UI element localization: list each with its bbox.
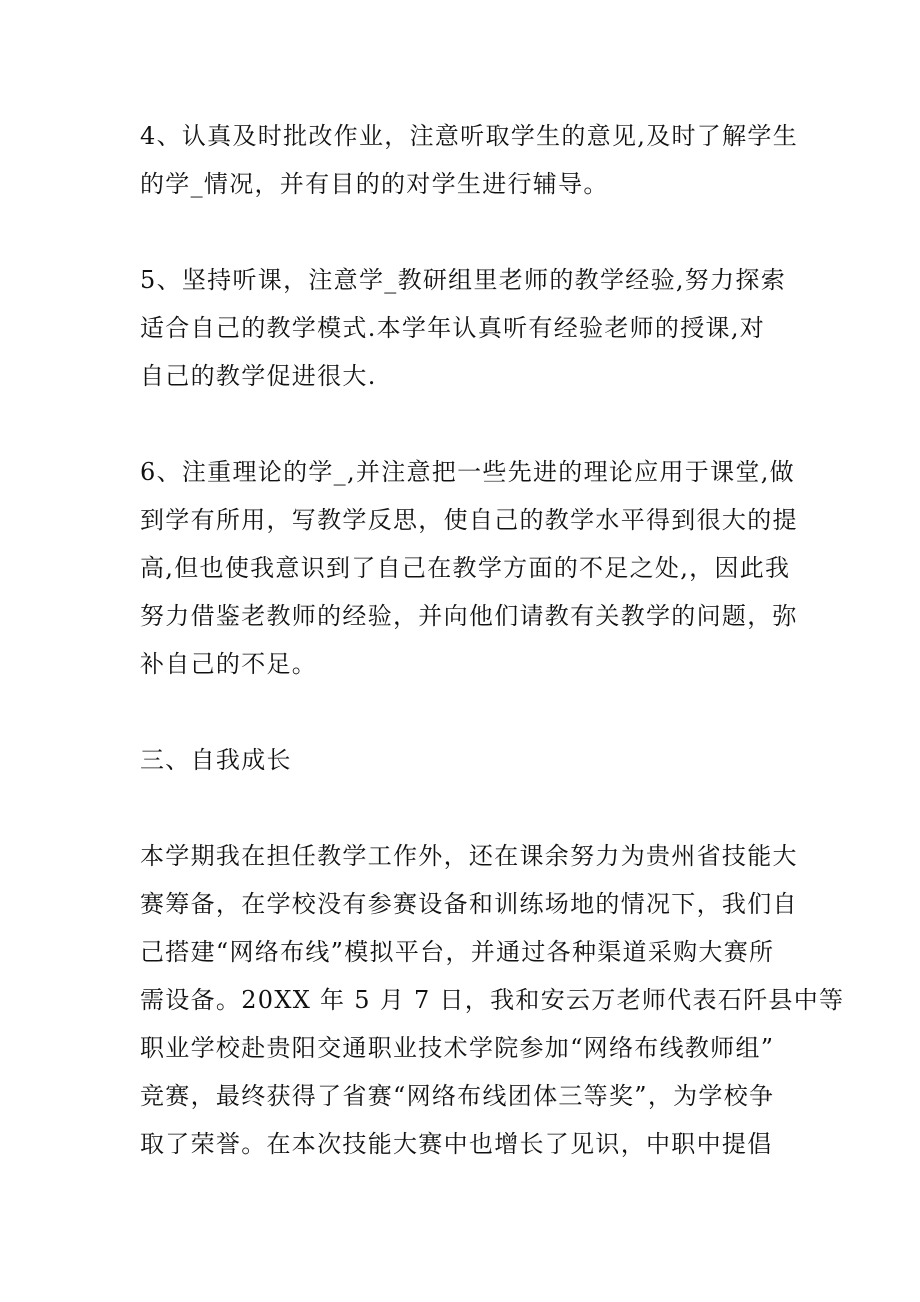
text-line: 适合自己的教学模式.本学年认真听有经验老师的授课,对 xyxy=(140,314,766,342)
text-line: 自己的教学促进很大. xyxy=(140,362,377,390)
text-line: 己搭建“网络布线”模拟平台，并通过各种渠道采购大赛所 xyxy=(140,938,775,966)
paragraph-self-growth xyxy=(140,832,845,1168)
text-line: 职业学校赴贵阳交通职业技术学院参加“网络布线教师组” xyxy=(140,1034,775,1062)
paragraph-item-6 xyxy=(140,448,798,688)
text-line: 取了荣誉。在本次技能大赛中也增长了见识，中职中提倡 xyxy=(140,1130,773,1158)
text-line: 赛筹备，在学校没有参赛设备和训练场地的情况下，我们自 xyxy=(140,890,798,918)
text-line: 5、坚持听课，注意学_教研组里老师的教学经验,努力探索 xyxy=(140,266,786,294)
text-line: 需设备。20XX 年 5 月 7 日，我和安云万老师代表石阡县中等 xyxy=(140,986,845,1014)
text-line: 4、认真及时批改作业，注意听取学生的意见,及时了解学生 xyxy=(140,122,798,150)
section-heading xyxy=(140,736,790,784)
text-line: 6、注重理论的学_,并注意把一些先进的理论应用于课堂,做 xyxy=(140,458,795,486)
paragraph-item-4 xyxy=(140,112,798,208)
text-line: 的学_情况，并有目的的对学生进行辅导。 xyxy=(140,170,609,198)
text-line: 到学有所用，写教学反思，使自己的教学水平得到很大的提 xyxy=(140,506,798,534)
text-line: 补自己的不足。 xyxy=(140,650,318,678)
section-heading-text: 三、自我成长 xyxy=(140,746,292,774)
text-line: 努力借鉴老教师的经验，并向他们请教有关教学的问题，弥 xyxy=(140,602,798,630)
text-line: 本学期我在担任教学工作外，还在课余努力为贵州省技能大 xyxy=(140,842,798,870)
text-line: 竞赛，最终获得了省赛“网络布线团体三等奖”，为学校争 xyxy=(140,1082,775,1110)
text-line: 高,但也使我意识到了自己在教学方面的不足之处,，因此我 xyxy=(140,554,791,582)
paragraph-item-5 xyxy=(140,256,790,400)
